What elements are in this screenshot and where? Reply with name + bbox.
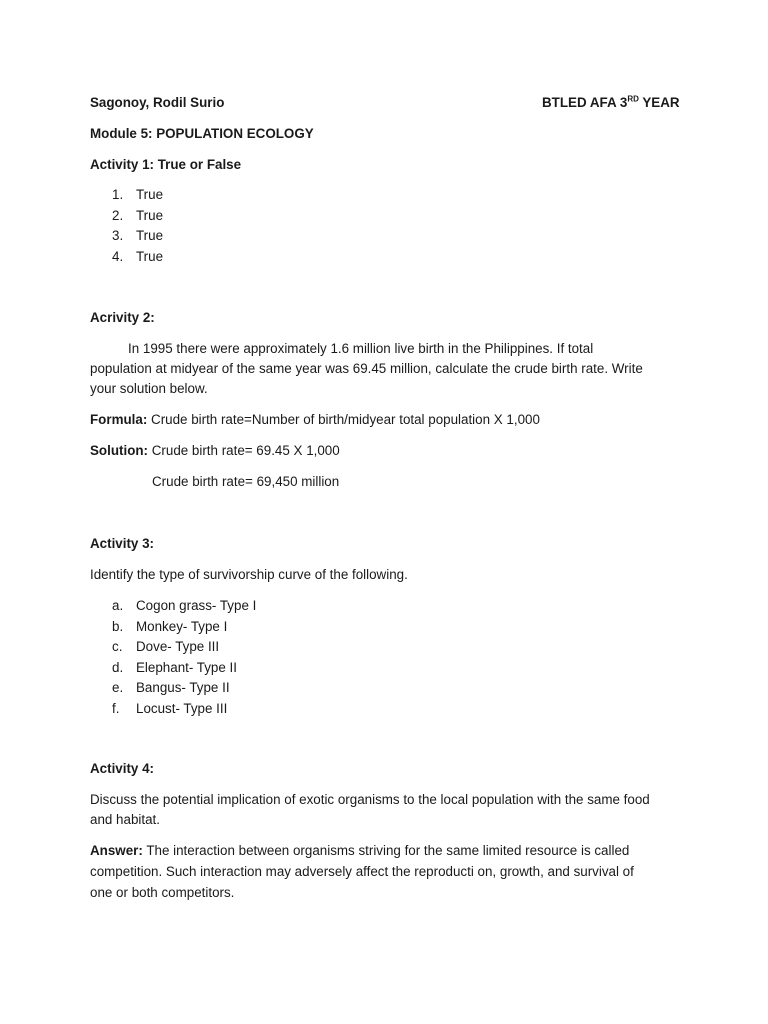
course-year — [542, 93, 680, 113]
activity4-title: Activity 4: — [90, 761, 154, 776]
list-item — [112, 185, 163, 206]
student-name: Sagonoy, Rodil Surio — [90, 95, 225, 110]
list-item — [112, 226, 163, 247]
list-marker: 1. — [112, 187, 124, 202]
answer-line2: competition. Such interaction may adversely affect the reproducti on, growth, and survival of — [90, 864, 634, 879]
activity2-prompt-line1: In 1995 there were approximately 1.6 million live birth in the Philippines. If total — [128, 341, 594, 356]
activity3-list — [112, 596, 256, 719]
list-marker: 2. — [112, 207, 124, 223]
activity3-prompt: Identify the type of survivorship curve of the following. — [90, 567, 408, 582]
solution-line — [90, 441, 340, 461]
list-item — [112, 678, 256, 699]
course-superscript: RD — [627, 94, 639, 104]
answer-label: Answer: — [90, 843, 143, 858]
activity1-list — [112, 185, 163, 267]
answer-line1 — [90, 841, 629, 861]
list-marker: a. — [112, 598, 124, 613]
list-item — [112, 206, 163, 227]
list-item — [112, 699, 256, 720]
formula-text: Crude birth rate=Number of birth/midyear total population X 1,000 — [147, 412, 540, 427]
course-suffix: YEAR — [638, 95, 680, 110]
solution-label: Solution: — [90, 443, 149, 458]
list-text: Elephant- Type II — [136, 659, 237, 675]
answer-text: The interaction between organisms striving for the same limited resource is called — [142, 843, 630, 858]
list-text: True — [136, 248, 164, 264]
activity3-title: Activity 3: — [90, 536, 154, 551]
list-text: Dove- Type III — [136, 639, 220, 654]
list-marker: e. — [112, 680, 124, 695]
list-item — [112, 637, 256, 658]
list-item — [112, 658, 256, 679]
list-marker: 3. — [112, 228, 124, 243]
list-item — [112, 617, 256, 638]
list-marker: b. — [112, 618, 124, 634]
module-title: Module 5: POPULATION ECOLOGY — [90, 126, 314, 141]
list-marker: f. — [112, 700, 120, 716]
list-text: True — [136, 207, 164, 223]
activity2-prompt-line3: your solution below. — [90, 381, 208, 396]
list-text: True — [136, 228, 164, 243]
list-text: Locust- Type III — [136, 700, 228, 716]
formula-line — [90, 410, 540, 430]
course-prefix: BTLED AFA 3 — [542, 95, 628, 110]
activity4-prompt-line2: and habitat. — [90, 812, 160, 827]
activity4-prompt-line1: Discuss the potential implication of exotic organisms to the local population with the same food — [90, 792, 650, 807]
list-text: True — [136, 187, 164, 202]
list-item — [112, 596, 256, 617]
list-item — [112, 247, 163, 268]
list-marker: d. — [112, 659, 124, 675]
activity1-title: Activity 1: True or False — [90, 157, 242, 172]
list-text: Cogon grass- Type I — [136, 598, 257, 613]
activity2-title: Acrivity 2: — [90, 310, 155, 325]
list-text: Monkey- Type I — [136, 618, 228, 634]
activity2-prompt-line2: population at midyear of the same year was 69.45 million, calculate the crude birth rate. Write — [90, 361, 643, 376]
list-marker: c. — [112, 639, 123, 654]
list-marker: 4. — [112, 248, 124, 264]
answer-line3: one or both competitors. — [90, 885, 235, 900]
solution-text: Crude birth rate= 69.45 X 1,000 — [148, 443, 340, 458]
list-text: Bangus- Type II — [136, 680, 230, 695]
formula-label: Formula: — [90, 412, 148, 427]
solution-result: Crude birth rate= 69,450 million — [152, 474, 340, 489]
